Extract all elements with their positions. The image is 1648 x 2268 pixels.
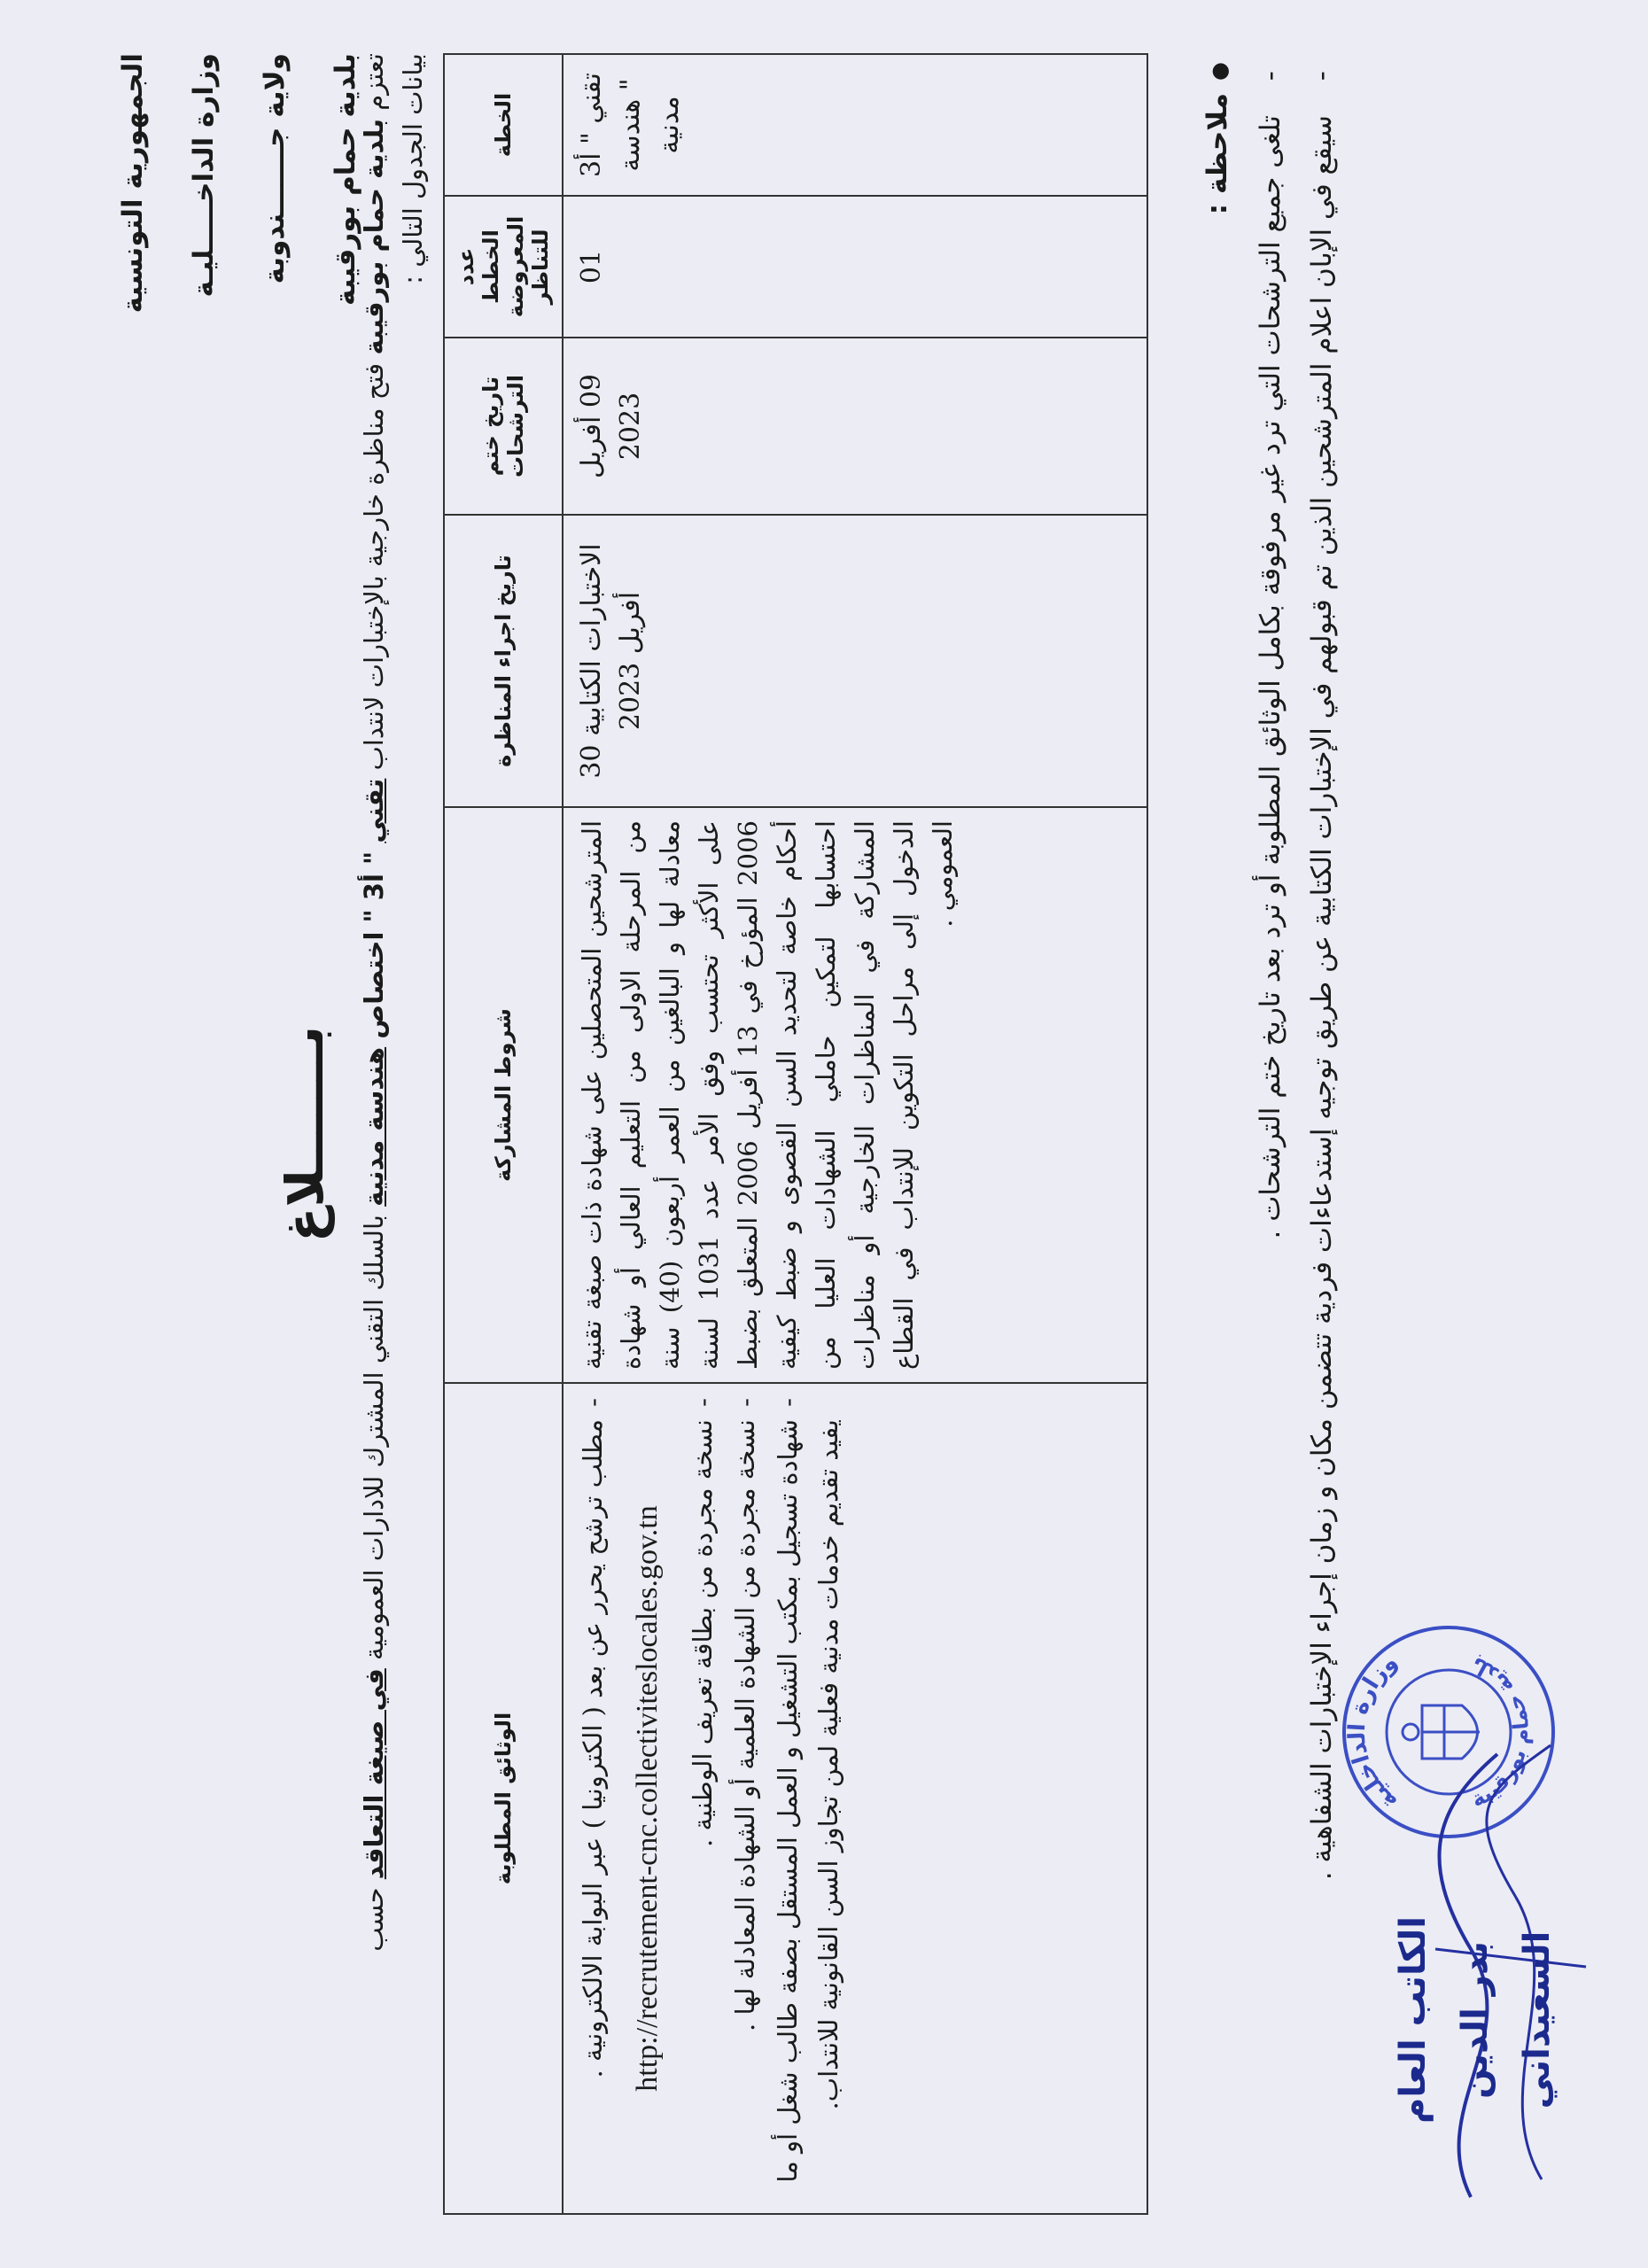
republic-line: الجمهورية التونسية xyxy=(117,53,149,314)
competition-table xyxy=(443,53,1148,2215)
intro-text: بالسلك التقني المشترك للادارات العمومية xyxy=(359,1215,389,1660)
portal-link[interactable]: http://recrutement-cnc.collectiviteslocales.gov.tn xyxy=(631,1505,664,2092)
header-conditions: شروط المشاركة xyxy=(444,807,563,1383)
cell-close-date: 09 أفريل 2023 xyxy=(563,338,1147,515)
doc-item: - نسخة مجردة من بطاقة تعريف الوطنية . xyxy=(682,1419,723,2201)
notes-section xyxy=(1192,62,1348,2188)
letterhead xyxy=(97,53,381,673)
signature-block xyxy=(1382,1887,1568,2153)
header-plan: الخطة xyxy=(444,54,563,196)
intro-contract: في صيغة التعاقد xyxy=(359,1668,389,1880)
intro-text: حسب xyxy=(359,1887,389,1952)
doc-item: - مطلب ترشح يحرر عن بعد ( الكترونيا ) عبر البوابة الالكترونية . xyxy=(572,1419,613,2201)
intro-text: تعتزم xyxy=(359,53,389,111)
intro-specialty: هندسة مدنية xyxy=(359,1046,389,1207)
signatory-name: بدر الدين السعيداني xyxy=(1455,1930,1558,2109)
table-row xyxy=(563,54,1147,2214)
intro-municipality: بلدية حمام بورقيبة xyxy=(359,119,389,355)
note-item: - تلغى جميع الترشحات التي ترد غير مرفوقة بكامل الوثائق المطلوبة أو ترد بعد تاريخ ختم الترشحات . xyxy=(1245,62,1296,2188)
stamp-top-text: وزارة الداخلية xyxy=(1343,1648,1403,1816)
cell-plan: تقني " أ3 " هندسة مدنية xyxy=(563,54,1147,196)
municipality-line: بلدية حمام بورقيبة xyxy=(330,53,361,307)
header-documents: الوثائق المطلوبة xyxy=(444,1383,563,2214)
intro-grade: تقني xyxy=(359,778,389,843)
table-header-row xyxy=(444,54,563,2214)
page-title: بـــــــلاغ xyxy=(275,1025,335,1243)
doc-item: - شهادة تسجيل بمكتب التشغيل و العمل المستقل بصفة طالب شغل أو ما يفيد تقديم خدمات مدنية فعلية لمن تجاوز السن القانونية للانتداب. xyxy=(767,1419,849,2201)
governorate-line: ولاية جـــــــندوبة xyxy=(259,53,291,284)
header-exam-date: تاريخ اجراء المناظرة xyxy=(444,515,563,807)
note-item: - سيقع في الإبان اعلام المترشحين الذين تم قبولهم في الإختبارات الكتابية عن طريق توجيه إستدعاءات فردية تتضمن مكان و زمان إجراء الإختبارات الشفاهية . xyxy=(1296,62,1348,2188)
header-count: عدد الخطط المعروضة للتناظر xyxy=(444,196,563,338)
doc-item: - نسخة مجردة من الشهادة العلمية أو الشهادة المعادلة لها . xyxy=(725,1419,766,2201)
intro-text: فتح مناظرة خارجية بالإختبارات لانتداب xyxy=(359,362,389,771)
signatory-title: الكاتب العام xyxy=(1393,1916,1434,2124)
cell-count: 01 xyxy=(563,196,1147,338)
cell-documents xyxy=(563,1383,1147,2214)
stamp-bottom-text: بلدية حمام بورقيبة xyxy=(1467,1651,1535,1813)
cell-exam-date: الاختبارات الكتابية 30 أفريل 2023 xyxy=(563,515,1147,807)
intro-table-ref: بيانات الجدول التالي : xyxy=(398,53,428,284)
intro-grade-spec: " أ3 " اختصاص xyxy=(359,850,389,1039)
notes-heading: ● ملاحظة : xyxy=(1192,62,1245,2188)
cell-conditions: المترشحين المتحصلين على شهادة ذات صبغة تقنية من المرحلة الاولى من التعليم العالي أو شهادة معادلة لها و البالغين من العمر أربعون (40) سنة على الأكثر تحتسب وفق الأمر عدد 1031 لسنة 2006 المؤرخ في 13 أفريل 2006 المتعلق بضبط أحكام خاصة لتحديد السن القصوى و ضبط كيفية احتسابها لتمكين حاملي الشهادات العليا من المشاركة في المناظرات الخارجية أو مناظرات الدخول إلى مراحل التكوين للإنتداب في القطاع العمومي . xyxy=(563,807,1147,1383)
header-close-date: تاريخ ختم الترشحات xyxy=(444,338,563,515)
ministry-line: وزارة الداخـــــليـة xyxy=(188,53,220,298)
intro-paragraph xyxy=(354,53,432,2215)
